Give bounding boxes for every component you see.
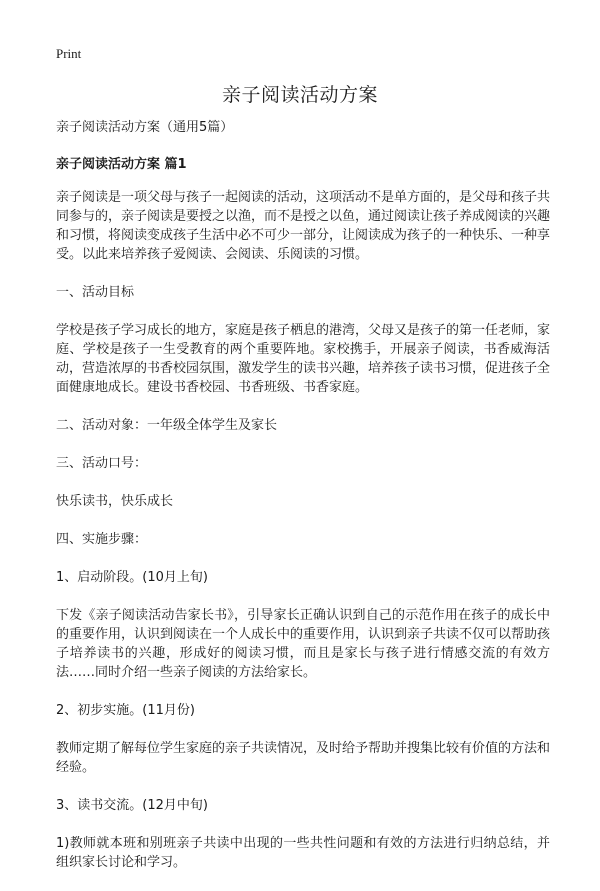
document-subtitle: 亲子阅读活动方案（通用5篇） [56, 120, 234, 135]
document-body [56, 118, 550, 891]
step-1-body: 下发《亲子阅读活动告家长书》，引导家长正确认识到自己的示范作用在孩子的成长中的重要作用，认识到阅读在一个人成长中的重要作用，认识到亲子共读不仅可以帮助孩子培养读书的兴趣，形成好的阅读习惯，而且是家长与孩子进行情感交流的有效方法……同时介绍一些亲子阅读的方法给家长。 [56, 608, 551, 680]
heading-participants: 二、活动对象：一年级全体学生及家长 [56, 418, 278, 433]
heading-slogan: 三、活动口号： [56, 456, 148, 471]
paragraph-intro: 亲子阅读是一项父母与孩子一起阅读的活动，这项活动不是单方面的，是父母和孩子共同参与的，亲子阅读是要授之以渔，而不是授之以鱼，通过阅读让孩子养成阅读的兴趣和习惯，将阅读变成孩子生活中必不可少一部分，让阅读成为孩子的一种快乐、一种享受。以此来培养孩子爱阅读、会阅读、乐阅读的习惯。 [56, 190, 551, 262]
print-link[interactable]: Print [56, 46, 82, 61]
paragraph-slogan: 快乐读书，快乐成长 [56, 494, 174, 509]
step-2-body: 教师定期了解每位学生家庭的亲子共读情况，及时给予帮助并搜集比较有价值的方法和经验。 [56, 741, 551, 775]
section-heading: 亲子阅读活动方案 篇1 [56, 157, 187, 172]
step-1-heading: 1、启动阶段。(10月上旬) [56, 570, 208, 585]
paragraph-goals: 学校是孩子学习成长的地方，家庭是孩子栖息的港湾，父母又是孩子的第一任老师，家庭、学校是孩子一生受教育的两个重要阵地。家校携手，开展亲子阅读，书香威海活动，营造浓厚的书香校园氛围，激发学生的读书兴趣，培养孩子读书习惯，促进孩子全面健康地成长。建设书香校园、书香班级、书香家庭。 [56, 323, 551, 395]
page-title: 亲子阅读活动方案 [221, 84, 378, 106]
heading-goals: 一、活动目标 [56, 285, 135, 300]
step-2-heading: 2、初步实施。(11月份) [56, 703, 195, 718]
step-3-body: 1)教师就本班和别班亲子共读中出现的一些共性问题和有效的方法进行归纳总结，并组织家长讨论和学习。 [56, 836, 550, 870]
heading-steps: 四、实施步骤： [56, 532, 148, 547]
step-3-heading: 3、读书交流。(12月中旬) [56, 798, 208, 813]
